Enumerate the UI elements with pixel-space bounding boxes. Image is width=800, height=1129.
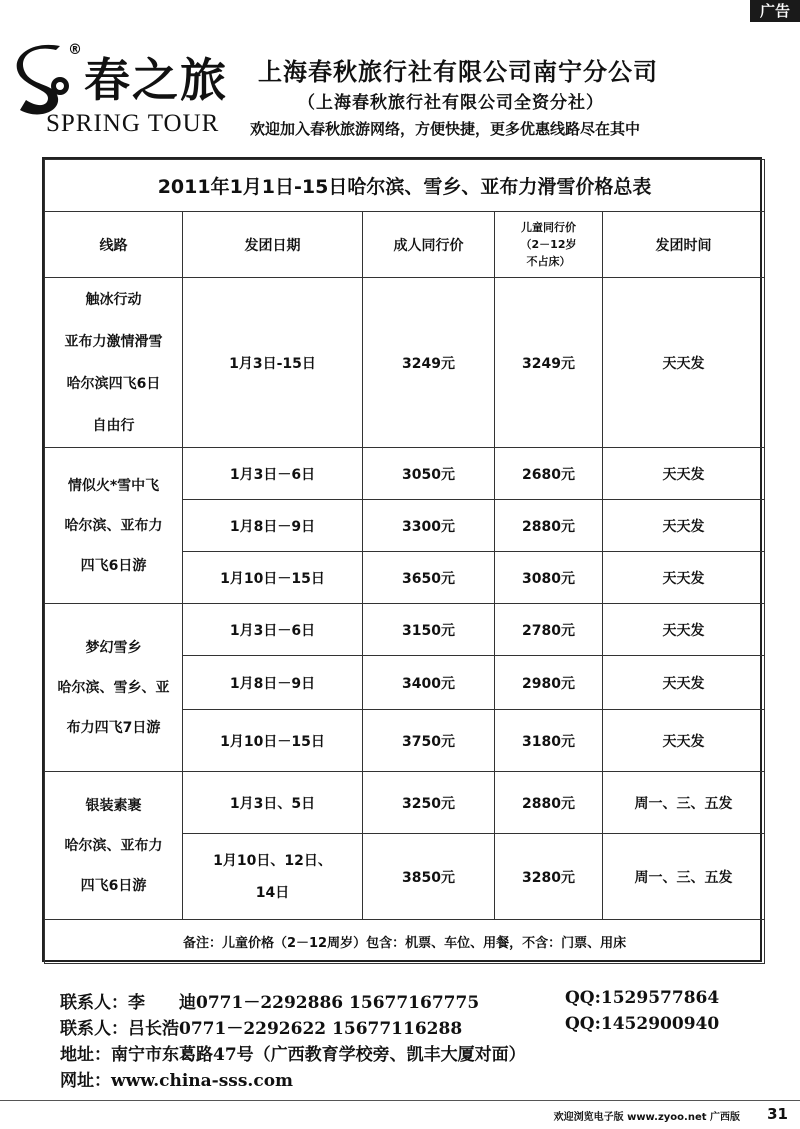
contact-line-1 xyxy=(60,988,780,1014)
route-line: 布力四飞7日游 xyxy=(66,719,161,736)
route-line: 哈尔滨、雪乡、亚 xyxy=(57,679,170,696)
price-table xyxy=(42,157,762,962)
header-departure: 发团时间 xyxy=(603,212,765,278)
table-note: 备注：儿童价格（2－12周岁）包含：机票、车位、用餐，不含：门票、用床 xyxy=(45,920,765,964)
website: 网址：www.china-sss.com xyxy=(60,1071,294,1091)
address: 地址：南宁市东葛路47号（广西教育学校旁、凯丰大厦对面） xyxy=(60,1045,526,1065)
dates-line: 1月10日、12日、 xyxy=(213,852,332,869)
contact-line-2 xyxy=(60,1014,780,1040)
ad-tag: 广告 xyxy=(750,0,800,22)
header-child-line1: 儿童同行价 xyxy=(521,221,576,234)
registered-mark: ® xyxy=(68,42,82,58)
contact-1-qq: QQ:1529577864 xyxy=(565,988,720,1008)
adult-price-cell: 3250元 xyxy=(363,772,495,834)
company-name: 上海春秋旅行社有限公司南宁分公司 xyxy=(258,58,658,86)
route-cell-group3 xyxy=(45,604,183,772)
contact-2-qq: QQ:1452900940 xyxy=(565,1014,720,1034)
adult-price-cell: 3050元 xyxy=(363,448,495,500)
adult-price-cell: 3150元 xyxy=(363,604,495,656)
child-price-cell: 2880元 xyxy=(495,772,603,834)
child-price-cell: 3280元 xyxy=(495,834,603,920)
child-price-cell: 3249元 xyxy=(495,278,603,448)
dates-line: 14日 xyxy=(255,884,290,901)
route-line: 梦幻雪乡 xyxy=(85,639,142,656)
route-line: 哈尔滨、亚布力 xyxy=(64,837,163,854)
header-child-line3: 不占床） xyxy=(526,255,571,268)
route-line: 银装素裹 xyxy=(85,797,142,814)
adult-price-cell: 3249元 xyxy=(363,278,495,448)
header-route: 线路 xyxy=(45,212,183,278)
route-line: 哈尔滨、亚布力 xyxy=(64,517,163,534)
table-row xyxy=(45,278,765,448)
adult-price-cell: 3300元 xyxy=(363,500,495,552)
child-price-cell: 2680元 xyxy=(495,448,603,500)
dates-cell: 1月3日、5日 xyxy=(183,772,363,834)
departure-cell: 天天发 xyxy=(603,656,765,710)
logo-chinese-name: 春之旅 xyxy=(84,53,228,107)
departure-cell: 天天发 xyxy=(603,604,765,656)
header-child-price xyxy=(495,212,603,278)
child-price-cell: 3180元 xyxy=(495,710,603,772)
adult-price-cell: 3750元 xyxy=(363,710,495,772)
dates-cell: 1月8日－9日 xyxy=(183,656,363,710)
child-price-cell: 3080元 xyxy=(495,552,603,604)
page-number: 31 xyxy=(767,1105,788,1123)
contact-info xyxy=(60,988,780,1092)
departure-cell: 天天发 xyxy=(603,710,765,772)
footer-text xyxy=(554,1108,740,1123)
footer-site: 欢迎浏览电子版 www.zyoo.net xyxy=(553,1112,707,1123)
header-child-line2: （2－12岁 xyxy=(520,238,577,251)
departure-cell: 天天发 xyxy=(603,500,765,552)
adult-price-cell: 3850元 xyxy=(363,834,495,920)
route-line: 情似火*雪中飞 xyxy=(67,477,160,494)
route-line: 哈尔滨四飞6日 xyxy=(66,375,161,392)
route-line: 四飞6日游 xyxy=(80,877,147,894)
dates-cell xyxy=(183,834,363,920)
departure-cell: 天天发 xyxy=(603,278,765,448)
dates-cell: 1月3日－6日 xyxy=(183,604,363,656)
departure-cell: 周一、三、五发 xyxy=(603,834,765,920)
page-footer xyxy=(0,1100,800,1129)
departure-cell: 天天发 xyxy=(603,552,765,604)
dates-cell: 1月3日－6日 xyxy=(183,448,363,500)
dates-cell: 1月8日－9日 xyxy=(183,500,363,552)
adult-price-cell: 3650元 xyxy=(363,552,495,604)
route-cell-group2 xyxy=(45,448,183,604)
child-price-cell: 2880元 xyxy=(495,500,603,552)
table-row xyxy=(45,448,765,500)
header xyxy=(8,38,800,148)
route-line: 触冰行动 xyxy=(85,291,142,308)
route-line: 亚布力激情滑雪 xyxy=(64,333,163,350)
adult-price-cell: 3400元 xyxy=(363,656,495,710)
child-price-cell: 2780元 xyxy=(495,604,603,656)
route-line: 自由行 xyxy=(92,417,135,434)
dates-cell: 1月3日-15日 xyxy=(183,278,363,448)
departure-cell: 周一、三、五发 xyxy=(603,772,765,834)
table-row xyxy=(45,772,765,834)
child-price-cell: 2980元 xyxy=(495,656,603,710)
table-row xyxy=(45,604,765,656)
route-cell-group1 xyxy=(45,278,183,448)
route-cell-group4 xyxy=(45,772,183,920)
dates-cell: 1月10日－15日 xyxy=(183,710,363,772)
contact-2: 联系人：吕长浩0771－2292622 15677116288 xyxy=(60,1019,463,1039)
table-title: 2011年1月1日-15日哈尔滨、雪乡、亚布力滑雪价格总表 xyxy=(45,160,765,212)
logo-english-name: SPRING TOUR xyxy=(46,110,220,137)
slogan: 欢迎加入春秋旅游网络，方便快捷，更多优惠线路尽在其中 xyxy=(250,120,641,138)
header-adult-price: 成人同行价 xyxy=(363,212,495,278)
header-dates: 发团日期 xyxy=(183,212,363,278)
departure-cell: 天天发 xyxy=(603,448,765,500)
subsidiary-note: （上海春秋旅行社有限公司全资分社） xyxy=(298,93,604,113)
footer-edition: 广西版 xyxy=(710,1112,740,1123)
dates-cell: 1月10日－15日 xyxy=(183,552,363,604)
footer-divider xyxy=(0,1100,800,1101)
contact-1: 联系人：李 迪0771－2292886 15677167775 xyxy=(60,993,480,1013)
route-line: 四飞6日游 xyxy=(80,557,147,574)
